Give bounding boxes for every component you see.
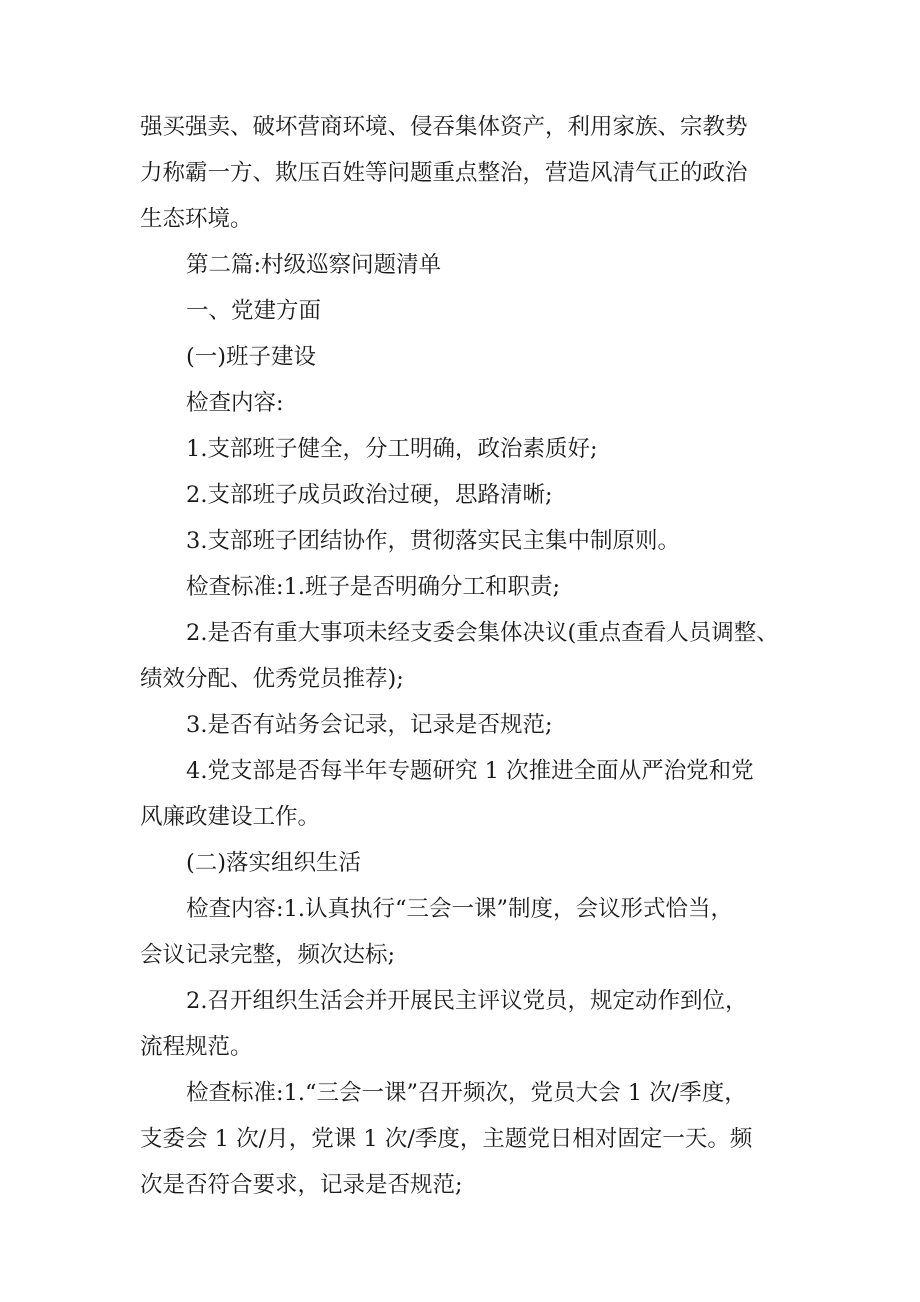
text-line: 3.支部班子团结协作，贯彻落实民主集中制原则。	[186, 528, 680, 554]
text-line: 检查标准:1.班子是否明确分工和职责;	[186, 574, 561, 600]
text-line: 1.支部班子健全，分工明确，政治素质好;	[186, 436, 598, 462]
text-line: (一)班子建设	[186, 344, 317, 370]
text-line: 流程规范。	[140, 1034, 253, 1060]
text-line: 第二篇:村级巡察问题清单	[186, 252, 442, 278]
text-line: 力称霸一方、欺压百姓等问题重点整治，营造风清气正的政治	[140, 160, 748, 186]
text-line: 检查内容:	[186, 390, 284, 416]
text-line: 4.党支部是否每半年专题研究 1 次推进全面从严治党和党	[186, 758, 754, 784]
text-line: 绩效分配、优秀党员推荐);	[140, 666, 404, 692]
text-line: 2.是否有重大事项未经支委会集体决议(重点查看人员调整、	[186, 620, 779, 646]
text-line: 检查内容:1.认真执行“三会一课”制度，会议形式恰当，	[186, 896, 734, 922]
document-body	[140, 104, 800, 1208]
text-line: 次是否符合要求，记录是否规范;	[140, 1172, 463, 1198]
text-line: (二)落实组织生活	[186, 850, 362, 876]
text-line: 会议记录完整，频次达标;	[140, 942, 396, 968]
text-line: 2.召开组织生活会并开展民主评议党员，规定动作到位，	[186, 988, 748, 1014]
text-line: 生态环境。	[140, 206, 253, 232]
text-line: 强买强卖、破坏营商环境、侵吞集体资产，利用家族、宗教势	[140, 114, 748, 140]
text-line: 风廉政建设工作。	[140, 804, 321, 830]
text-line: 支委会 1 次/月，党课 1 次/季度，主题党日相对固定一天。频	[140, 1126, 753, 1152]
text-line: 3.是否有站务会记录，记录是否规范;	[186, 712, 553, 738]
text-line: 2.支部班子成员政治过硬，思路清晰;	[186, 482, 553, 508]
text-line: 一、党建方面	[186, 298, 322, 324]
text-line: 检查标准:1.“三会一课”召开频次，党员大会 1 次/季度，	[186, 1080, 747, 1106]
